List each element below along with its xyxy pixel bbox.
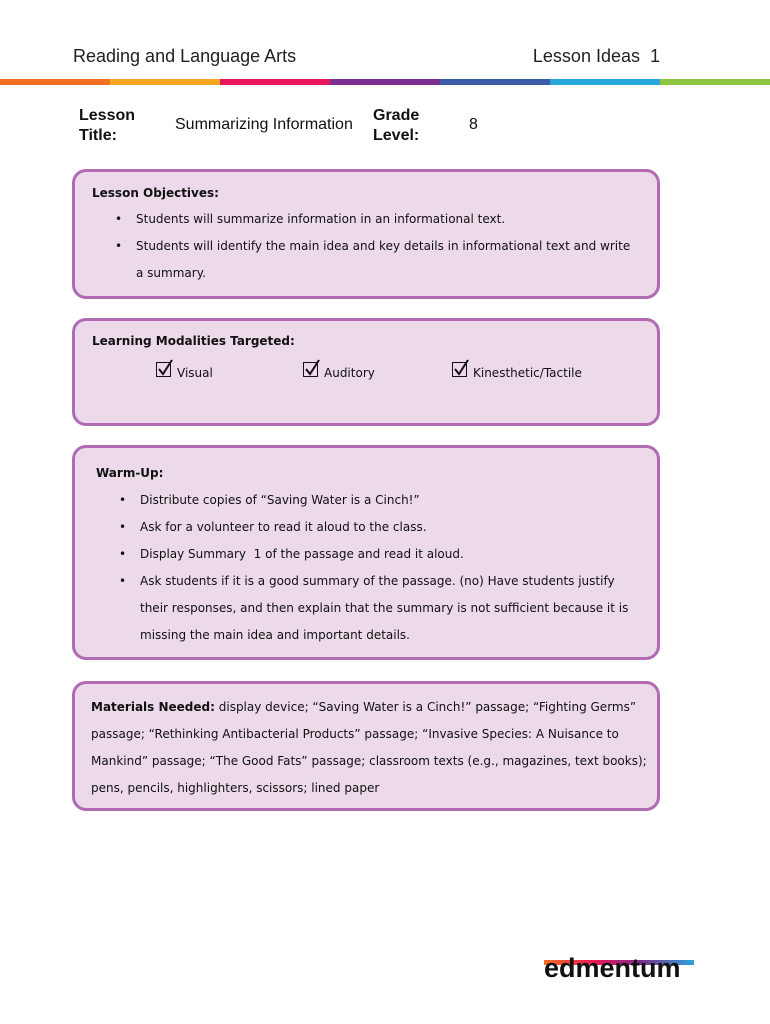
warmup-step-text: Ask students if it is a good summary of the passage. (no) Have students justify their responses, and then explain that the summary is not sufficient because it is missing the main idea and important details. — [140, 574, 629, 642]
grade-level-value: 8 — [469, 116, 478, 133]
list-item: • Distribute copies of “Saving Water is a Cinch!” — [119, 493, 420, 507]
section-title: Lesson Ideas 1 — [532, 46, 660, 66]
warmup-step-text: Distribute copies of “Saving Water is a Cinch!” — [140, 493, 420, 507]
grade-level-label — [373, 106, 419, 146]
stripe-segment — [330, 79, 440, 85]
color-stripe — [0, 79, 770, 85]
list-item: • Display Summary 1 of the passage and read it aloud. — [119, 547, 464, 561]
warmup-step-text: Ask for a volunteer to read it aloud to the class. — [140, 520, 427, 534]
stripe-segment — [550, 79, 660, 85]
materials-paragraph — [91, 694, 647, 802]
checkbox-checked-icon — [156, 362, 171, 377]
modalities-heading: Learning Modalities Targeted: — [92, 334, 295, 348]
warmup-list — [119, 487, 640, 649]
edmentum-logo — [544, 950, 700, 989]
materials-text: display device; “Saving Water is a Cinch!” passage; “Fighting Germs” passage; “Rethinking Antibacterial Products” passage; “Invasive Species: A Nuisance to Mankind” passage; “The Good Fats” passage; classroom texts (e.g., magazines, text books); pens, pencils, highlighters, scissors; lined paper — [91, 700, 647, 795]
modality-visual — [156, 365, 213, 380]
list-item: • Ask for a volunteer to read it aloud to the class. — [119, 520, 427, 534]
lesson-title-label-line2: Title: — [79, 127, 117, 144]
stripe-segment — [440, 79, 550, 85]
stripe-segment — [220, 79, 330, 85]
modality-label: Auditory — [324, 365, 375, 380]
checkbox-checked-icon — [303, 362, 318, 377]
materials-box — [72, 681, 660, 811]
stripe-segment — [660, 79, 770, 85]
checkbox-checked-icon — [452, 362, 467, 377]
modalities-box — [72, 318, 660, 426]
lesson-title-label — [79, 106, 135, 146]
grade-level-label-line1: Grade — [373, 107, 420, 124]
lesson-title-value: Summarizing Information — [175, 116, 353, 133]
objective-text: Students will identify the main idea and key details in informational text and write a summary. — [136, 239, 631, 280]
lesson-title-label-line1: Lesson — [79, 107, 136, 124]
modality-auditory — [303, 365, 375, 380]
objectives-list — [115, 206, 636, 287]
list-item: • Students will identify the main idea and key details in informational text and write a summary. — [115, 239, 631, 280]
list-item: • Students will summarize information in an informational text. — [115, 212, 506, 226]
warmup-box — [72, 445, 660, 660]
warmup-step-text: Display Summary 1 of the passage and read it aloud. — [140, 547, 464, 561]
warmup-heading: Warm-Up: — [96, 466, 164, 480]
stripe-segment — [0, 79, 110, 85]
modality-label: Visual — [177, 365, 213, 380]
modality-kinesthetic — [452, 365, 582, 380]
modality-label: Kinesthetic/Tactile — [473, 365, 582, 380]
objective-text: Students will summarize information in an informational text. — [136, 212, 506, 226]
list-item: • Ask students if it is a good summary of the passage. (no) Have students justify their responses, and then explain that the summary is not sufficient because it is missing the main idea and important details. — [119, 574, 629, 642]
subject-title: Reading and Language Arts — [73, 46, 297, 66]
stripe-segment — [110, 79, 220, 85]
objectives-heading: Lesson Objectives: — [92, 186, 219, 200]
materials-label: Materials Needed: — [91, 700, 215, 714]
objectives-box — [72, 169, 660, 299]
grade-level-label-line2: Level: — [373, 127, 420, 144]
logo-text: edmentum — [544, 953, 681, 983]
